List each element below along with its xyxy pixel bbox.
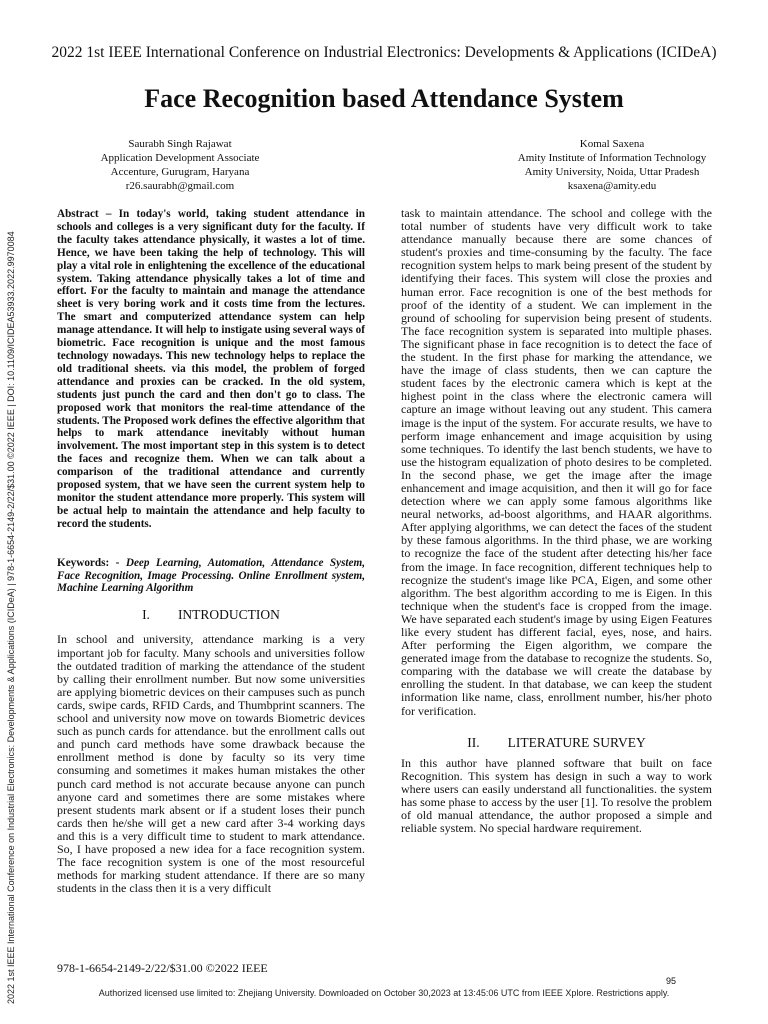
section-heading-introduction — [57, 608, 365, 621]
author-position: Application Development Associate — [100, 152, 260, 164]
keywords-text: Deep Learning, Automation, Attendance System, Face Recognition, Image Processing. Online Enrollment system, Machine Learning Algorithm — [57, 556, 365, 595]
author-block-2 — [470, 137, 754, 193]
introduction-paragraph: In school and university, attendance marking is a very important job for faculty. Many schools and universities follow the outdated tradition of marking the attendance of the student by calling their enrollment number. But now some universities are applying biometric devices on their campuses such as punch cards, swipe cards, RFID Cards, and Thumbprint scanners. The school and university now move on towards Biometric devices such as punch cards for attendance. but the enrollment calls out and punch card methods have some drawback because the enrollment method is done by faculty so its very time consuming and sometimes it makes human mistakes the other punch card method is not accurate because anyone can punch anyone card and sometimes there are some mistakes where present students mark absent or if a student loses their punch cards then he/she will get a new card after 3-4 working days and this is a very difficult time to student to mark attendance. So, I have proposed a new idea for a face recognition system. The face recognition system is one of the most resourceful methods for marking student attendance. If there are so many students in the class then it is a very difficult — [57, 632, 365, 896]
author-block-1 — [58, 137, 302, 193]
section-title: LITERATURE SURVEY — [507, 734, 646, 750]
author-organization: Accenture, Gurugram, Haryana — [110, 166, 250, 178]
author-position: Amity Institute of Information Technology — [517, 152, 707, 164]
author-name: Komal Saxena — [579, 138, 645, 150]
keywords — [57, 557, 365, 596]
abstract: Abstract – In today's world, taking student attendance in schools and colleges is a very significant duty for the faculty. If the faculty takes attendance physically, it wastes a lot of time. Hence, we have been taking the help of technology. This will play a vital role in enlightening the excellence of the educational system. Taking attendance physically takes a lot of time and effort. For the faculty to maintain and manage the attendance sheet is very boring work and it costs time from the lectures. The smart and computerized attendance system can help manage attendance. It will help to instigate using several ways of biometric. Face recognition is unique and the most famous technology nowadays. This new technology helps to replace the old traditional sheets. via this model, the problem of forged attendance and proxies can be cracked. In the old system, students just punch the card and then don't go to class. The proposed work that monitors the real-time attendance of the students. The Proposed work defines the effective algorithm that helps to mark attendance inevitably without human involvement. The most important step in this system is to detect the faces and recognize them. When we can talk about a comparison of the traditional attendance and currently proposed system, that we have seen the current system help to monitor the student attendance more properly. This system will be actual help to maintain the attendance and help faculty to record the students. — [57, 208, 365, 530]
page-number: 95 — [666, 976, 677, 986]
introduction-continuation: task to maintain attendance. The school and college with the total number of students have very difficult work to take attendance manually because there are some chances of student's proxies and time-consuming by the faculty. The face recognition system helps to mark being present of the student by identifying their faces. This system will close the proxies and human error. Face recognition is one of the best methods for proof of the identity of a student. We can implement in the ground of schooling for supervision being present of students. The face recognition system is separated into multiple phases. The significant phase in face recognition is to detect the face of the student. In the first phase for marking the attendance, we have the image of class students, then we can capture the student faces by the electronic camera which is kept at the highest point in the class where the electronic camera will capture an image without leaving out any student. This camera image is the input of the system. For accurate results, we have to perform image enhancement and image acquisition by using some techniques. To identify the last bench students, we have to use the histogram equalization of photo desires to be completed. In the second phase, we get the image after the image enhancement and image acquisition, and then it will go for face detection where we can apply some famous algorithms like neural networks, ad-boost algorithms, and HAAR algorithms. After applying algorithms, we can detect the faces of the student by these famous algorithms. In the third phase, we are working to recognize the face of the student after detecting his/her face from the image. In face recognition, different techniques help to recognize the student's image like PCA, Eigen, and some other algorithm. The best algorithm according to me is Eigen. In this technique when the student's face is cropped from the image. We have separated each student's image by using Eigen Features like every student has different facial, eyes, nose, and hairs. After performing the Eigen algorithm, we compare the generated image from the database to recognize the students. So, comparing with the database we will create the database by enrolling the student. In that database, we can keep the student information like name, class, enrollment number, his/her photo for verification. — [401, 206, 712, 718]
keywords-label: Keywords: - — [57, 556, 120, 569]
doi-sidebar: 2022 1st IEEE International Conference on Industrial Electronics: Developments & Applications (ICIDeA) | 978-1-6654-2149-2/22/$31.00 ©2022 IEEE | DOI: 10.1109/ICIDEA53933.2022.9970084 — [6, 231, 16, 1004]
author-email: ksaxena@amity.edu — [567, 180, 657, 192]
section-number: I. — [142, 607, 150, 623]
license-notice: Authorized licensed use limited to: Zhejiang University. Downloaded on October 30,2023 at 13:45:06 UTC from IEEE Xplore. Restrictions apply. — [98, 988, 670, 998]
right-column — [401, 207, 712, 835]
conference-name: 2022 1st IEEE International Conference on Industrial Electronics: Developments & Applications (ICIDeA) — [51, 44, 717, 61]
literature-paragraph: In this author have planned software that built on face Recognition. This system has design in such a way to work where users can easily understand all functionalities. the system has some phase to access by the user [1]. To resolve the problem of old manual attendance, the author proposed a simple and reliable system. No special hardware requirement. — [401, 755, 712, 836]
left-column — [57, 208, 365, 895]
author-email: r26.saurabh@gmail.com — [125, 180, 235, 192]
copyright-notice: 978-1-6654-2149-2/22/$31.00 ©2022 IEEE — [57, 961, 268, 975]
paper-title: Face Recognition based Attendance System — [144, 84, 624, 113]
section-number: II. — [467, 734, 480, 750]
section-heading-literature-survey — [401, 736, 712, 749]
author-name: Saurabh Singh Rajawat — [128, 138, 232, 150]
section-title: INTRODUCTION — [177, 607, 280, 623]
author-organization: Amity University, Noida, Uttar Pradesh — [524, 166, 700, 178]
